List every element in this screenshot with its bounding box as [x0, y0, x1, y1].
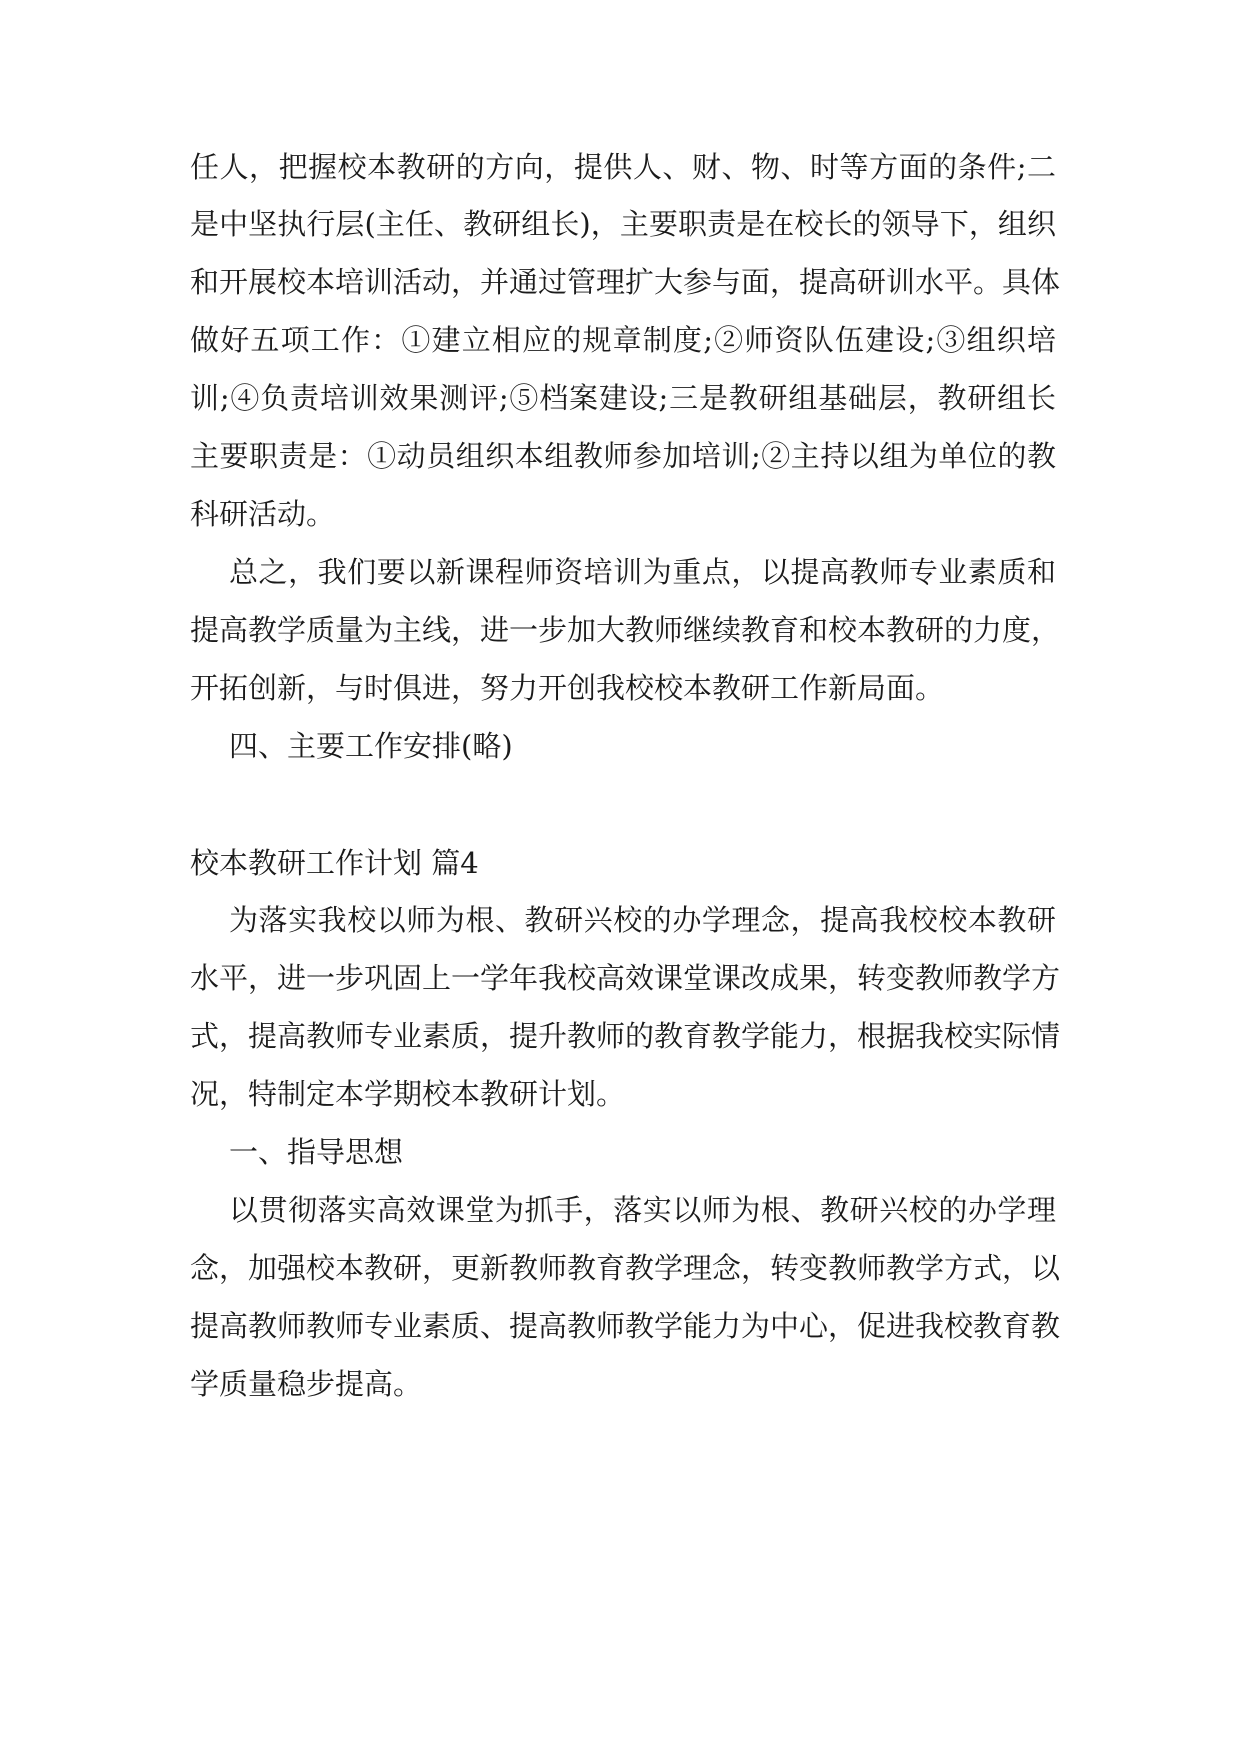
paragraph-line: 提高教师教师专业素质、提高教师教学能力为中心，促进我校教育教: [190, 1309, 1061, 1343]
paragraph-line: 学质量稳步提高。: [190, 1367, 423, 1401]
section-heading: 四、主要工作安排(略): [229, 729, 513, 763]
paragraph-line: 科研活动。: [190, 497, 336, 531]
paragraph-line: 是中坚执行层(主任、教研组长)，主要职责是在校长的领导下，组织: [190, 207, 1056, 241]
paragraph-line: 念，加强校本教研，更新教师教育教学理念，转变教师教学方式，以: [190, 1251, 1061, 1285]
section-heading: 一、指导思想: [229, 1135, 404, 1169]
paragraph-line: 以贯彻落实高效课堂为抓手，落实以师为根、教研兴校的办学理: [229, 1193, 1056, 1227]
paragraph-line: 况，特制定本学期校本教研计划。: [190, 1077, 626, 1111]
paragraph-line: 训;④负责培训效果测评;⑤档案建设;三是教研组基础层，教研组长: [190, 381, 1056, 415]
paragraph-line: 为落实我校以师为根、教研兴校的办学理念，提高我校校本教研: [229, 903, 1056, 937]
article-title: 校本教研工作计划 篇4: [190, 846, 479, 880]
paragraph-line: 总之，我们要以新课程师资培训为重点，以提高教师专业素质和: [229, 555, 1056, 589]
paragraph-line: 提高教学质量为主线，进一步加大教师继续教育和校本教研的力度，: [190, 613, 1061, 647]
paragraph-line: 和开展校本培训活动，并通过管理扩大参与面，提高研训水平。具体: [190, 265, 1061, 299]
paragraph-line: 开拓创新，与时俱进，努力开创我校校本教研工作新局面。: [190, 671, 945, 705]
paragraph-line: 式，提高教师专业素质，提升教师的教育教学能力，根据我校实际情: [190, 1019, 1061, 1053]
paragraph-line: 任人，把握校本教研的方向，提供人、财、物、时等方面的条件;二: [190, 150, 1056, 184]
paragraph-line: 水平，进一步巩固上一学年我校高效课堂课改成果，转变教师教学方: [190, 961, 1061, 995]
paragraph-line: 做好五项工作：①建立相应的规章制度;②师资队伍建设;③组织培: [190, 323, 1056, 357]
paragraph-line: 主要职责是：①动员组织本组教师参加培训;②主持以组为单位的教: [190, 439, 1056, 473]
